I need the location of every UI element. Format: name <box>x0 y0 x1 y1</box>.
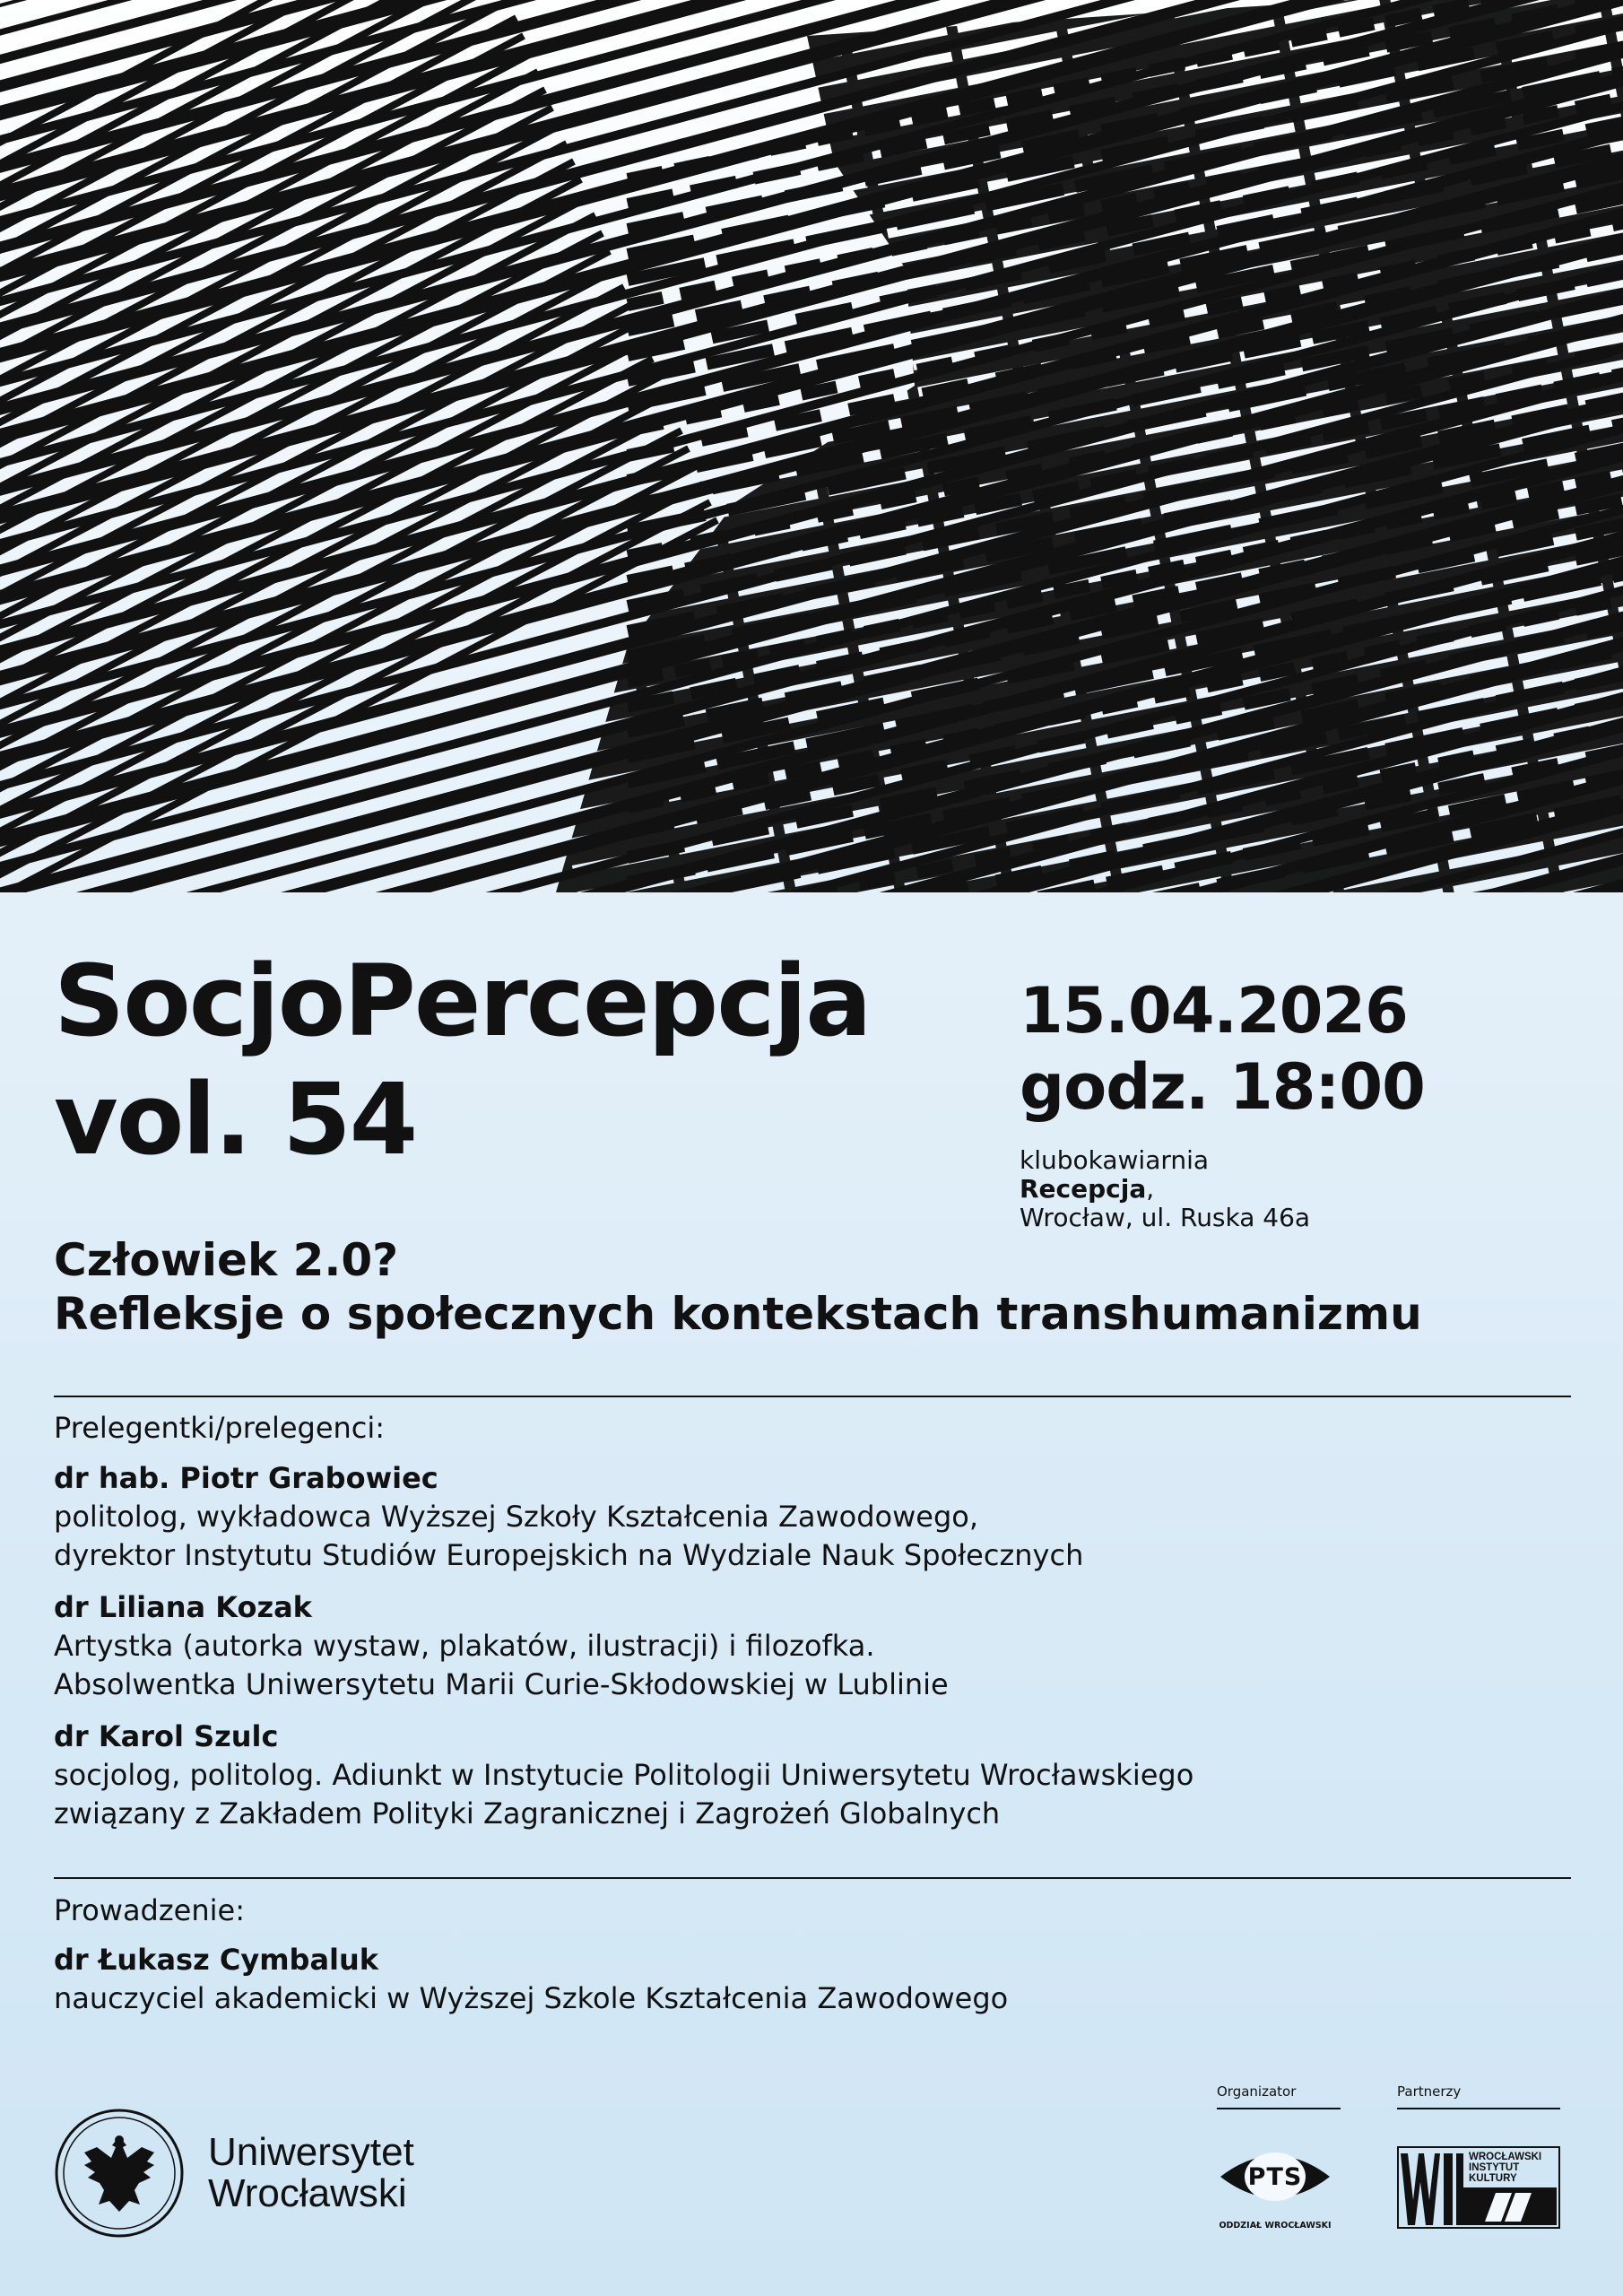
moderator-bio-line: nauczyciel akademicki w Wyższej Szkole Kształcenia Zawodowego <box>54 1981 1009 2015</box>
wik-line3: KULTURY <box>1469 2173 1517 2184</box>
speaker-bio-line: Artystka (autorka wystaw, plakatów, ilustracji) i filozofka. <box>54 1629 875 1663</box>
speaker-bio-line: dyrektor Instytutu Studiów Europejskich na Wydziale Nauk Społecznych <box>54 1538 1084 1572</box>
speaker-name: dr hab. Piotr Grabowiec <box>54 1461 438 1495</box>
wik-line1: WROCŁAWSKI <box>1469 2152 1542 2162</box>
wik-line2: INSTYTUT <box>1469 2162 1520 2173</box>
organizer-caption: ODDZIAŁ WROCŁAWSKI <box>1219 2221 1332 2231</box>
organizer-logo <box>1217 2145 1333 2235</box>
organizer-rule <box>1217 2108 1341 2109</box>
subtitle-line2: Refleksje o społecznych kontekstach transhumanizmu <box>54 1288 1422 1340</box>
moderation-label: Prowadzenie: <box>54 1893 245 1927</box>
hero-artwork <box>0 0 1623 892</box>
event-date: 15.04.2026 <box>1020 974 1408 1048</box>
speaker-name: dr Karol Szulc <box>54 1719 279 1753</box>
event-title-line2: vol. 54 <box>54 1062 417 1177</box>
event-venue <box>1020 1146 1310 1232</box>
speaker-name: dr Liliana Kozak <box>54 1590 312 1624</box>
speaker-bio-line: związany z Zakładem Polityki Zagranicznej i Zagrożeń Globalnych <box>54 1796 1001 1831</box>
venue-separator: , <box>1146 1174 1155 1204</box>
wik-logo <box>1397 2146 1560 2229</box>
subtitle-line1: Człowiek 2.0? <box>54 1234 399 1286</box>
event-time: godz. 18:00 <box>1020 1050 1425 1124</box>
university-logo <box>54 2108 414 2239</box>
pts-logo-text: PTS <box>1247 2162 1303 2191</box>
organizer-label: Organizator <box>1217 2083 1297 2100</box>
event-title-line1: SocjoPercepcja <box>54 944 871 1058</box>
speakers-label: Prelegentki/prelegenci: <box>54 1411 386 1445</box>
speaker-1 <box>54 1459 1083 1575</box>
divider-top <box>54 1396 1571 1397</box>
event-datetime <box>1020 973 1425 1126</box>
divider-bottom <box>54 1877 1571 1879</box>
venue-address: Wrocław, ul. Ruska 46a <box>1020 1203 1311 1232</box>
venue-type: klubokawiarnia <box>1020 1145 1210 1175</box>
moderator-name: dr Łukasz Cymbaluk <box>54 1943 379 1977</box>
university-name-line1: Uniwersytet <box>208 2130 414 2174</box>
event-subtitle <box>54 1233 1422 1341</box>
venue-name: Recepcja <box>1020 1174 1147 1204</box>
wik-logo-text <box>1469 2152 1541 2184</box>
university-seal-icon <box>54 2108 185 2239</box>
speaker-3 <box>54 1718 1193 1833</box>
speaker-bio-line: politolog, wykładowca Wyższej Szkoły Kształcenia Zawodowego, <box>54 1500 979 1534</box>
speaker-bio-line: Absolwentka Uniwersytetu Marii Curie-Skłodowskiej w Lublinie <box>54 1667 949 1701</box>
university-name-line2: Wrocławski <box>208 2171 407 2215</box>
speaker-2 <box>54 1588 949 1704</box>
speaker-bio-line: socjolog, politolog. Adiunkt w Instytucie Politologii Uniwersytetu Wrocławskiego <box>54 1758 1194 1792</box>
partners-label: Partnerzy <box>1397 2083 1462 2100</box>
event-title <box>54 942 870 1178</box>
venue-name-line <box>1020 1175 1310 1204</box>
partners-rule <box>1397 2108 1560 2109</box>
moderator <box>54 1941 1008 2018</box>
